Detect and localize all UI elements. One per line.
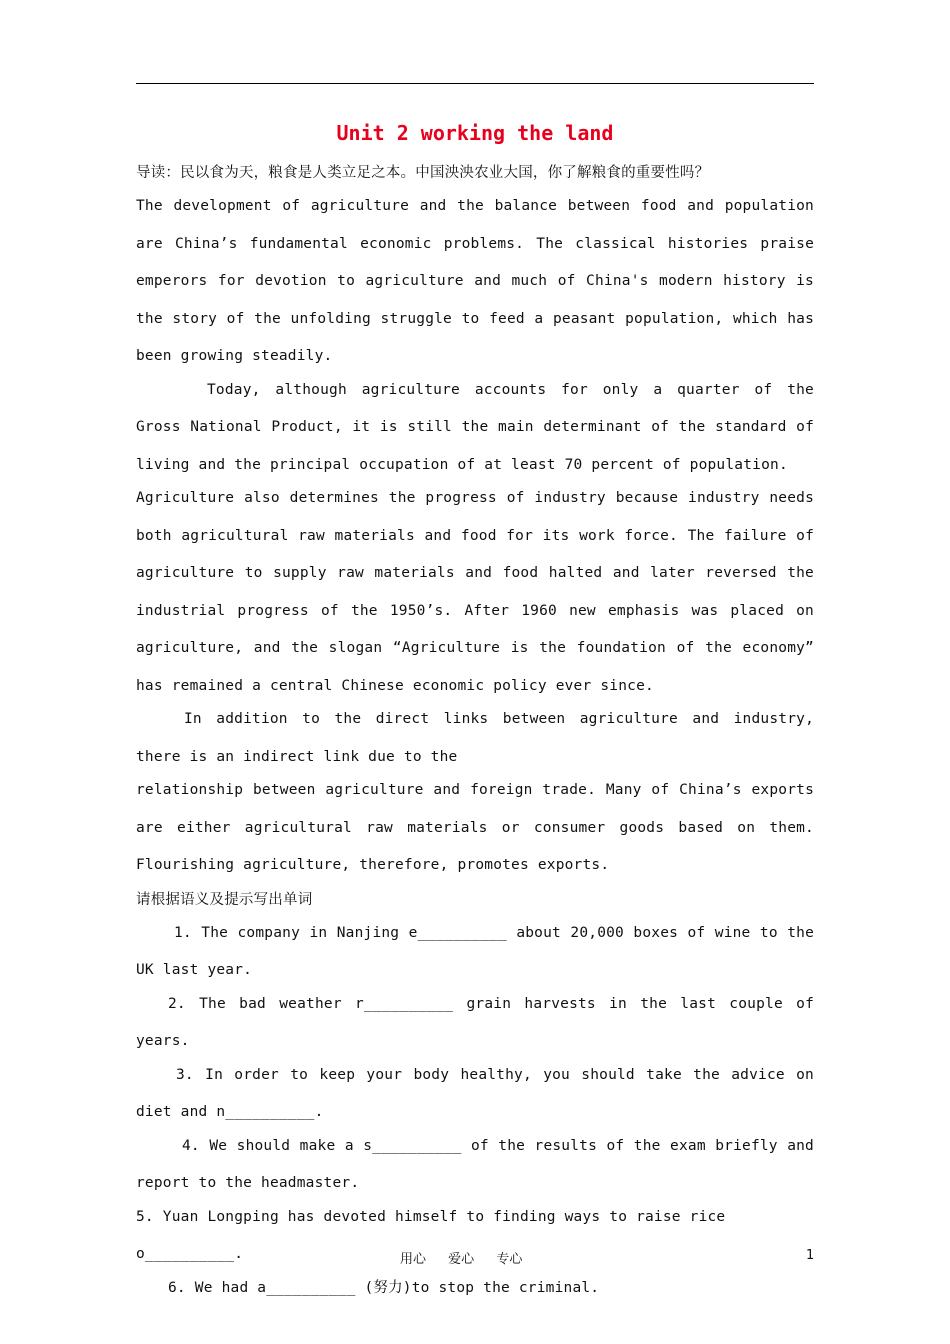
paragraph-5: relationship between agriculture and foreign trade. Many of China’s exports are either agricultural raw materials or consumer goods based on them. Flourishing agriculture, therefore, promotes exports.: [136, 782, 814, 873]
paragraph-1: The development of agriculture and the balance between food and population are China’s fundamental economic problems. The classical histories praise emperors for devotion to agriculture and much of China's modern history is the story of the unfolding struggle to feed a peasant population, which has been growing steadily.: [136, 198, 814, 364]
paragraph-3: Agriculture also determines the progress of industry because industry needs both agricultural raw materials and food for its work force. The failure of agriculture to supply raw materials and food halted and later reversed the industrial progress of the 1950’s. After 1960 new emphasis was placed on agriculture, and the slogan “Agriculture is the foundation of the economy” has remained a central Chinese economic policy ever since.: [136, 490, 814, 694]
exercise-item-6: 6. We had a__________ (努力)to stop the criminal.: [168, 1279, 600, 1296]
footer-slogan-2: 爱心: [448, 1252, 475, 1267]
footer-slogan-3: 专心: [496, 1252, 523, 1267]
footer-slogan: [400, 1248, 540, 1267]
page-title: Unit 2 working the land: [336, 121, 614, 145]
page-number: 1: [806, 1248, 815, 1263]
footer-slogan-1: 用心: [400, 1252, 427, 1267]
exercise-instruction: 请根据语义及提示写出单词: [136, 891, 313, 908]
exercise-item-5: 5. Yuan Longping has devoted himself to finding ways to raise rice o__________.: [136, 1208, 726, 1262]
exercise-item-3: 3. In order to keep your body healthy, you should take the advice on diet and n__________.: [136, 1066, 814, 1120]
paragraph-4: In addition to the direct links between agriculture and industry, there is an indirect link due to the: [136, 711, 814, 765]
intro-text: 导读：民以食为天，粮食是人类立足之本。中国泱泱农业大国，你了解粮食的重要性吗？: [136, 165, 710, 181]
exercise-item-1: 1. The company in Nanjing e__________ about 20,000 boxes of wine to the UK last year.: [136, 924, 814, 978]
paragraph-2: Today, although agriculture accounts for only a quarter of the Gross National Product, it is still the main determinant of the standard of living and the principal occupation of at least 70 percent of population.: [136, 381, 814, 473]
header-rule: [136, 83, 814, 84]
exercise-item-4: 4. We should make a s__________ of the results of the exam briefly and report to the headmaster.: [136, 1137, 814, 1191]
exercise-item-2: 2. The bad weather r__________ grain harvests in the last couple of years.: [136, 995, 814, 1049]
document-body: [136, 158, 814, 1307]
